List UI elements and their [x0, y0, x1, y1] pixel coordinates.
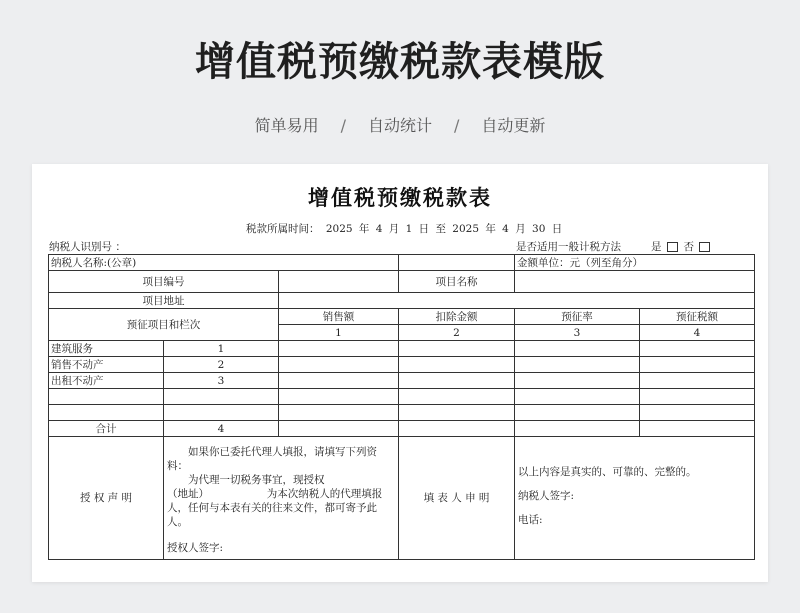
general-method-label: 是否适用一般计税方法	[516, 241, 621, 253]
authorization-text	[164, 437, 399, 560]
separator: /	[454, 116, 460, 135]
page-title: 增值税预缴税款表模版	[195, 39, 605, 85]
column-number: 3	[515, 325, 640, 341]
project-name-field[interactable]	[515, 271, 755, 293]
table-row	[49, 357, 755, 373]
row-item	[49, 389, 164, 405]
prepay-tax-table	[48, 254, 755, 560]
cell-input[interactable]	[515, 373, 640, 389]
column-header: 扣除金额	[399, 309, 515, 325]
declaration-text	[515, 437, 755, 560]
authorization-line1: 为代理一切税务事宜，现授权	[167, 474, 325, 486]
column-number: 1	[279, 325, 399, 341]
table-row	[49, 405, 755, 421]
row-item	[49, 405, 164, 421]
authorizer-signature: 授权人签字:	[167, 542, 224, 554]
column-header: 预征税额	[640, 309, 755, 325]
cell-input[interactable]	[279, 341, 399, 357]
cell-input[interactable]	[399, 389, 515, 405]
tax-form-sheet	[32, 164, 768, 582]
column-header: 销售额	[279, 309, 399, 325]
cell-input[interactable]	[399, 341, 515, 357]
feature-auto-stats: 自动统计	[367, 116, 432, 135]
cell-input[interactable]	[279, 405, 399, 421]
declaration-label: 填 表 人 申 明	[399, 437, 515, 560]
table-row	[49, 373, 755, 389]
cell-input[interactable]	[515, 357, 640, 373]
cell-input[interactable]	[640, 405, 755, 421]
cell-input[interactable]	[640, 341, 755, 357]
project-no-field[interactable]	[279, 271, 399, 293]
table-row	[49, 341, 755, 357]
cell-input[interactable]	[279, 389, 399, 405]
no-checkbox[interactable]	[699, 242, 710, 252]
cell-input[interactable]	[515, 389, 640, 405]
phone-label: 电话:	[518, 514, 543, 526]
column-number: 2	[399, 325, 515, 341]
row-line	[164, 389, 279, 405]
project-no-label: 项目编号	[49, 271, 279, 293]
general-method-choice	[651, 239, 716, 254]
row-item: 销售不动产	[49, 357, 164, 373]
row-line: 2	[164, 357, 279, 373]
project-address-field[interactable]	[279, 293, 755, 309]
declaration-statement: 以上内容是真实的、可靠的、完整的。	[518, 466, 697, 478]
cell-input[interactable]	[515, 341, 640, 357]
cell-input[interactable]	[640, 373, 755, 389]
project-address-label: 项目地址	[49, 293, 279, 309]
cell-input[interactable]	[399, 373, 515, 389]
cell-input[interactable]	[640, 389, 755, 405]
cell-input[interactable]	[515, 421, 640, 437]
total-label: 合计	[49, 421, 164, 437]
cell-input[interactable]	[279, 373, 399, 389]
taxpayer-name-label: 纳税人名称:(公章)	[49, 255, 399, 271]
no-label: 否	[683, 241, 694, 253]
amount-unit: 金额单位：元（列至角分）	[515, 255, 755, 271]
cell-input[interactable]	[640, 421, 755, 437]
column-number: 4	[640, 325, 755, 341]
taxpayer-id-label: 纳税人识别号 ：	[49, 241, 126, 253]
row-item: 出租不动产	[49, 373, 164, 389]
row-item: 建筑服务	[49, 341, 164, 357]
total-line: 4	[164, 421, 279, 437]
table-row	[49, 389, 755, 405]
yes-label: 是	[651, 241, 662, 253]
cell-input[interactable]	[399, 405, 515, 421]
row-line: 1	[164, 341, 279, 357]
form-title: 增值税预缴税款表	[308, 185, 492, 210]
cell-input[interactable]	[515, 405, 640, 421]
row-line	[164, 405, 279, 421]
total-row	[49, 421, 755, 437]
authorization-label: 授 权 声 明	[49, 437, 164, 560]
cell-input[interactable]	[640, 357, 755, 373]
feature-easy: 简单易用	[254, 116, 319, 135]
yes-checkbox[interactable]	[667, 242, 678, 252]
feature-tagline	[0, 113, 800, 136]
feature-auto-update: 自动更新	[481, 116, 546, 135]
cell-input[interactable]	[399, 357, 515, 373]
row-line: 3	[164, 373, 279, 389]
cell-input[interactable]	[279, 357, 399, 373]
project-name-label: 项目名称	[399, 271, 515, 293]
cell-input[interactable]	[399, 421, 515, 437]
tax-period: 税款所属时间： 2025 年 4 月 1 日 至 2025 年 4 月 30 日	[246, 223, 563, 235]
column-header: 预征率	[515, 309, 640, 325]
taxpayer-signature: 纳税人签字:	[518, 490, 575, 502]
authorization-line2: （地址） 为本次纳税人的代理填报人，任何与本表有关的往来文件，都可寄予此人。	[167, 488, 383, 528]
prepay-items-label: 预征项目和栏次	[49, 309, 279, 341]
authorization-intro: 如果你已委托代理人填报，请填写下列资料：	[167, 446, 377, 472]
separator: /	[340, 116, 346, 135]
taxpayer-name-field[interactable]	[399, 255, 515, 271]
cell-input[interactable]	[279, 421, 399, 437]
